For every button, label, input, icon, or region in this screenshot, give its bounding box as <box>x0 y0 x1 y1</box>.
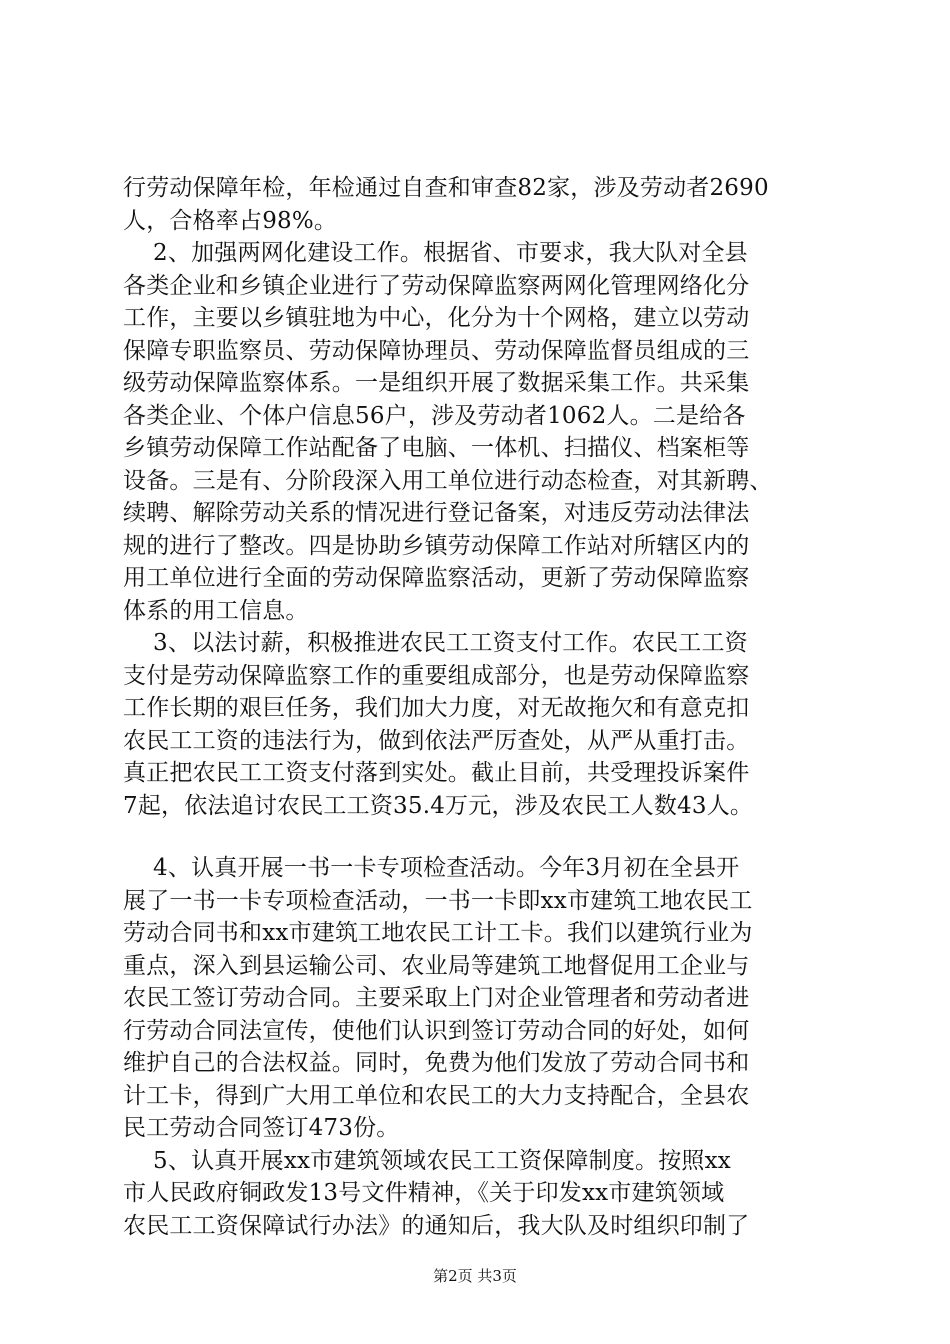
text-line: 2、加强两网化建设工作。根据省、市要求，我大队对全县 <box>123 240 748 266</box>
text-line: 续聘、解除劳动关系的情况进行登记备案，对违反劳动法律法 <box>123 500 750 526</box>
text-line: 级劳动保障监察体系。一是组织开展了数据采集工作。共采集 <box>123 370 750 396</box>
text-line: 保障专职监察员、劳动保障协理员、劳动保障监督员组成的三 <box>123 337 750 364</box>
text-line: 乡镇劳动保障工作站配备了电脑、一体机、扫描仪、档案柜等 <box>123 435 750 461</box>
text-line: 重点，深入到县运输公司、农业局等建筑工地督促用工企业与 <box>123 952 750 979</box>
text-line: 支付是劳动保障监察工作的重要组成部分，也是劳动保障监察 <box>123 662 750 689</box>
text-line: 5、认真开展xx市建筑领域农民工工资保障制度。按照xx <box>123 1147 731 1174</box>
text-line: 4、认真开展一书一卡专项检查活动。今年3月初在全县开 <box>123 855 740 881</box>
text-line: 农民工签订劳动合同。主要采取上门对企业管理者和劳动者进 <box>123 985 750 1011</box>
text-line: 真正把农民工工资支付落到实处。截止目前，共受理投诉案件 <box>123 760 750 786</box>
page-number: 第2页 共3页 <box>433 1267 517 1285</box>
text-line: 劳动合同书和xx市建筑工地农民工计工卡。我们以建筑行业为 <box>123 920 753 946</box>
text-line: 各类企业、个体户信息56户，涉及劳动者1062人。二是给各 <box>123 402 746 429</box>
text-line: 行劳动保障年检，年检通过自查和审查82家，涉及劳动者2690 <box>123 175 769 201</box>
text-line: 用工单位进行全面的劳动保障监察活动，更新了劳动保障监察 <box>123 565 750 591</box>
text-line: 设备。三是有、分阶段深入用工单位进行动态检查，对其新聘、 <box>123 467 773 494</box>
text-line: 市人民政府铜政发13号文件精神，《关于印发xx市建筑领域 <box>123 1180 725 1206</box>
text-line: 3、以法讨薪，积极推进农民工工资支付工作。农民工工资 <box>123 630 748 656</box>
text-line: 展了一书一卡专项检查活动，一书一卡即xx市建筑工地农民工 <box>123 887 753 914</box>
text-line: 人，合格率占98%。 <box>123 207 338 234</box>
blank-line <box>123 822 833 852</box>
text-line: 工作，主要以乡镇驻地为中心，化分为十个网格，建立以劳动 <box>123 305 750 331</box>
text-line: 计工卡，得到广大用工单位和农民工的大力支持配合，全县农 <box>123 1082 750 1109</box>
text-line: 工作长期的艰巨任务，我们加大力度，对无故拖欠和有意克扣 <box>123 695 750 721</box>
text-line: 农民工工资的违法行为，做到依法严厉查处，从严从重打击。 <box>123 727 750 754</box>
text-line: 7起，依法追讨农民工工资35.4万元，涉及农民工人数43人。 <box>123 792 754 819</box>
text-line: 行劳动合同法宣传，使他们认识到签订劳动合同的好处，如何 <box>123 1017 750 1044</box>
text-line: 体系的用工信息。 <box>123 597 309 624</box>
text-line: 农民工工资保障试行办法》的通知后，我大队及时组织印制了 <box>123 1212 750 1239</box>
text-line: 各类企业和乡镇企业进行了劳动保障监察两网化管理网络化分 <box>123 272 750 299</box>
text-line: 维护自己的合法权益。同时，免费为他们发放了劳动合同书和 <box>123 1050 750 1076</box>
page-footer <box>0 1266 950 1286</box>
text-line: 规的进行了整改。四是协助乡镇劳动保障工作站对所辖区内的 <box>123 532 750 559</box>
document-body <box>123 172 833 1242</box>
text-line: 民工劳动合同签订473份。 <box>123 1115 400 1141</box>
